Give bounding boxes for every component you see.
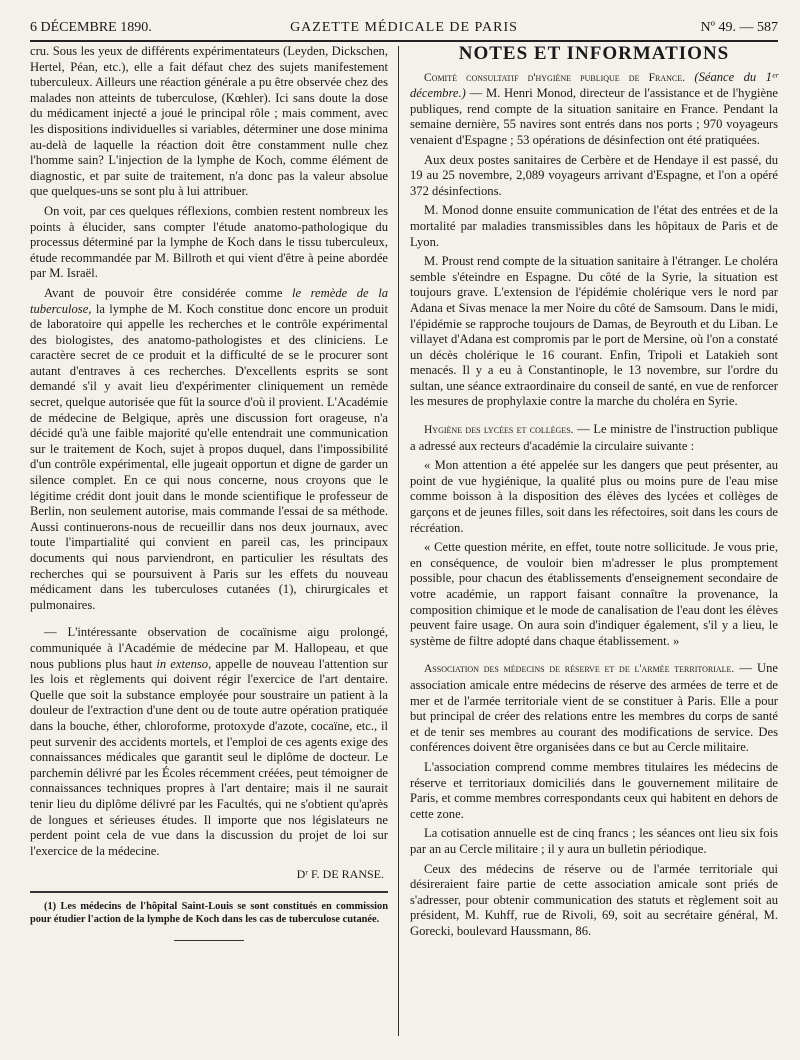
column-divider	[398, 46, 399, 1036]
paragraph: Aux deux postes sanitaires de Cerbère et de Hendaye il est passé, du 19 au 25 novembre, 2,089 voyageurs arrivant d'Espagne, et l'on a opéré 372 désinfections.	[410, 152, 778, 198]
subsection-heading: Comité consultatif d'hygiène publique de France.	[424, 71, 685, 84]
text-run: — Le ministre de l'instruction publique a adressé aux recteurs d'académie la circulaire suivante :	[410, 422, 778, 453]
text-run: Avant de pouvoir être considérée comme	[44, 285, 292, 300]
journal-title: GAZETTE MÉDICALE DE PARIS	[290, 20, 518, 35]
paragraph: On voit, par ces quelques réflexions, combien restent nombreux les points à élucider, sans compter l'étude anatomo-pathologique du processus déterminé par la lymphe de Koch dans le tissu tuberculeux, étude recommandée par M. Billroth et qui vient d'être à peine abordée par M. Israël.	[30, 203, 388, 281]
paragraph	[410, 70, 778, 149]
text-run: , appelle de nouveau l'attention sur les lois et règlements qui doivent régir l'exercice de l'art dentaire. Quelle que soit la substance employée pour soustraire un patient à la douleur de l'extraction d'une dent ou de toute autre opération pratiquée dans la bouche, éther, chloroforme, protoxyde d'azote, cocaïne, etc., il peut survenir des accidents mortels, et l'emploi de ces agents exige des connaissances médicales que garantit seul le diplôme de docteur. Le parchemin délivré par les Écoles récemment créées, peut témoigner de connaissances techniques propres à l'art dentaire; mais il ne saurait tenir lieu du diplôme délivré par les Facultés, qui ne s'obtient qu'après de longues et sérieuses études. Il importe que nos législateurs ne perdent point cela de vue dans la discussion du projet de loi sur l'exercice de la médecine.	[30, 656, 388, 858]
text-run: — Une association amicale entre médecins de réserve des armées de terre et de mer et de l'armée territoriale vient de se constituer à Paris. Elle a pour but principal de créer des relations entre les membres du corps de santé et de tenir ses membres au courant des modifications de service. Des conférences doivent être organisées dans ce but au Cercle militaire.	[410, 661, 779, 755]
paragraph: Ceux des médecins de réserve ou de l'armée territoriale qui désireraient faire partie de cette association amicale sont priés de s'adresser, pour obtenir communication des statuts et règlement soit au président, M. Kuhff, rue de Rivoli, 69, soit au secrétaire général, M. Gorecki, boulevard Haussmann, 86.	[410, 861, 778, 938]
paragraph: M. Monod donne ensuite communication de l'état des entrées et de la mortalité par maladies transmissibles dans les hôpitaux de Paris et de Lyon.	[410, 203, 778, 249]
end-rule	[174, 940, 244, 941]
paragraph: La cotisation annuelle est de cinq francs ; les séances ont lieu six fois par an au Cercle militaire ; il y aura un bulletin périodique.	[410, 826, 778, 856]
paragraph	[410, 422, 778, 454]
page-header	[30, 14, 778, 42]
paragraph: « Cette question mérite, en effet, toute notre sollicitude. Je vous prie, en conséquence, de vouloir bien m'adresser le plus promptement possible, pour chacun des établissements d'enseignement secondaire de votre académie, un rapport faisant connaître la provenance, la composition chimique et le mode de canalisation de l'eau dont les élèves peuvent faire usage. On aura soin d'indiquer également, s'il y a lieu, le système de filtre adopté dans chaque établissement. »	[410, 540, 778, 648]
page-number: Nº 49. — 587	[700, 20, 778, 35]
right-column	[410, 44, 778, 943]
left-column	[30, 44, 388, 941]
paragraph: M. Proust rend compte de la situation sanitaire à l'étranger. Le choléra semble s'éteindre en Espagne. Du côté de la Syrie, la situation est toujours grave. L'extension de l'épidémie cholérique vers le nord par Adana et Sivas menace la mer Noire du côté de Samsoum. Dans le midi, l'épidémie se rapproche toujours de Damas, de Beyrouth et du Liban. Le villayet d'Adana est compromis par le port de Mersine, où l'on a constaté un décès cholérique le 16 courant. Enfin, Tripoli et Latakieh sont menacés. Il y a eu à Constantinople, le 13 novembre, sur l'ordre du sultan, une séance extraordinaire du conseil de santé, en vue de renforcer les mesures de prophylaxie contre la marche du choléra en Syrie.	[410, 254, 778, 409]
paragraph	[30, 625, 388, 859]
section-title: NOTES ET INFORMATIONS	[458, 43, 730, 64]
subsection-heading: Association des médecins de réserve et de l'armée territoriale.	[424, 663, 735, 676]
paragraph: L'association comprend comme membres titulaires les médecins de réserve et territoriaux domiciliés dans le gouvernement militaire de Paris, et comme membres correspondants ceux qui habitent en dehors de cette zone.	[410, 759, 778, 821]
italic-run: (Séance du 1ᵉʳ décembre.)	[410, 69, 778, 101]
paragraph: « Mon attention a été appelée sur les dangers que peut présenter, au point de vue hygiénique, la qualité plus ou moins pure de l'eau mise comme boisson à la disposition des élèves des lycées et collèges de garçons et de jeunes filles, soit dans les réfectoires, soit dans les cours de récréation.	[410, 458, 778, 535]
author-signature: Dʳ F. DE RANSE.	[296, 867, 384, 882]
subsection-heading: Hygiène des lycées et collèges.	[424, 424, 574, 437]
paragraph	[30, 286, 388, 613]
text-run: — M. Henri Monod, directeur de l'assistance et de l'hygiène publiques, rend compte de la situation sanitaire en France. Pendant la semaine dernière, 55 navires sont entrés dans nos ports ; 970 voyageurs venaient d'Espagne ; 53 opérations de désinfection ont été pratiquées.	[410, 86, 778, 147]
text-run: , la lymphe de M. Koch constitue donc encore un produit de laboratoire qui appelle les recherches et le contrôle expérimental des biologistes, des anatomo-pathologistes et des cliniciens. Le caractère secret de ce produit et la difficulté de se le procurer sont autant d'entraves à ces recherches. D'excellents esprits se sont demandé s'il y avait lieu d'expérimenter cliniquement un remède secret, quelque autorisée que fût la source d'où il provient. L'Académie de médecine de Belgique, après une discussion fort orageuse, n'a décidé qu'à une faible majorité qu'elle entendrait une communication sur le traitement de Koch, sujet à propos duquel, dans l'impossibilité d'un contrôle expérimental, elle jugeait opportun et digne de garder un silence complet. En ce qui nous concerne, nous croyons que le légitime crédit dont jouit dans le monde scientifique le professeur de Berlin, non seulement autorise, mais commande l'essai de sa méthode. Aussi continuerons-nous de recueillir dans nos deux journaux, avec toute l'impartialité qui convient en pareil cas, les principaux documents qui nous parviendront, en particulier les résultats des recherches qui se poursuivent à Paris sur les effets du nouveau médicament dans les tuberculoses cutanées (1), chirurgicales et pulmonaires.	[30, 301, 388, 612]
footnote: (1) Les médecins de l'hôpital Saint-Louis se sont constitués en commission pour étudier l'action de la lymphe de Koch dans les cas de tuberculose cutanée.	[30, 900, 388, 925]
text-run: — L'intéressante observation de cocaïnisme aigu prolongé, communiquée à l'Académie de médecine par M. Hallopeau, et que nous publions plus haut	[30, 625, 388, 671]
footnote-rule	[30, 891, 388, 893]
issue-date: 6 DÉCEMBRE 1890.	[30, 20, 152, 35]
italic-run: le remède de la tuberculose	[30, 285, 388, 316]
paragraph: cru. Sous les yeux de différents expérimentateurs (Leyden, Dickschen, Hertel, Péan, etc.), elle a fait défaut chez des sujets manifestement tuberculeux. Ailleurs une réaction générale a pu être observée chez des malades non atteints de tuberculose, (Kœhler). Ici sans doute la dose du médicament injecté a joué le principal rôle ; mais comment, avec les dispositions individuelles si variables, déterminer une dose minima au-delà de laquelle la réaction doit être constamment nulle chez l'homme sain? L'injection de la lymphe de Koch, comme élément de diagnostic, et par suite de traitement, n'a donc pas la valeur absolue que quelques-uns se sont plu à lui attribuer.	[30, 44, 388, 199]
paragraph	[410, 661, 778, 756]
italic-run: in extenso	[156, 656, 209, 671]
